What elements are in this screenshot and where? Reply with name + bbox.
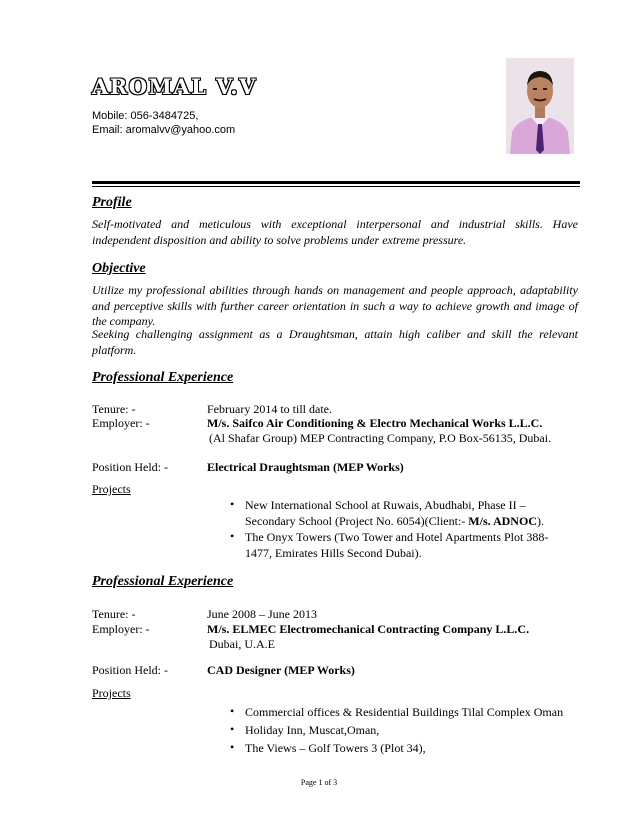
profile-heading: Profile [92,195,132,210]
project-line: ). [536,514,544,528]
project-line: 1477, Emirates Hills Second Dubai). [245,546,422,560]
profile-text: Self-motivated and meticulous with exceptional interpersonal and industrial skills. Have independent disposition and ability to solve problems under extreme pressure. [92,217,578,247]
page-number: Page 1 of 3 [300,778,338,787]
bullet: • [230,704,235,718]
bullet: • [230,497,235,511]
bullet: • [230,740,235,754]
mobile-number: Mobile: 056-3484725, [92,110,199,122]
profile-photo [506,58,574,154]
person-portrait-icon [506,58,574,154]
project-line: The Onyx Towers (Two Tower and Hotel Apartments Plot 388- [245,530,549,544]
list-item: Commercial offices & Residential Buildings Tilal Complex Oman [245,705,564,719]
project-line: Secondary School (Project No. 6054)(Client:- [245,514,469,528]
candidate-name: AROMAL V.V [92,74,257,99]
objective-text-2: Seeking challenging assignment as a Draughtsman, attain high caliber and skill the relevant platform. [92,327,578,357]
list-item: The Views – Golf Towers 3 (Plot 34), [245,741,426,755]
list-item [245,529,548,561]
objective-heading: Objective [92,261,146,276]
tenure-value-1: February 2014 to till date. [207,402,332,416]
client-name: M/s. ADNOC [468,514,537,528]
employer-value-1: M/s. Saifco Air Conditioning & Electro Mechanical Works L.L.C. [207,416,543,430]
projects-label-2: Projects [92,686,131,700]
list-item: Holiday Inn, Muscat,Oman, [245,723,380,737]
header-divider-thin [92,186,580,187]
employer-value-2: M/s. ELMEC Electromechanical Contracting Company L.L.C. [207,622,530,636]
list-item [245,497,544,529]
projects-label-1: Projects [92,482,131,496]
objective-text: Utilize my professional abilities through hands on management and people approach, adaptability and perceptive skills with further career orientation in such a way to achieve growth and image of the company. [92,283,578,328]
project-line: New International School at Ruwais, Abudhabi, Phase II – [245,498,526,512]
position-value-1: Electrical Draughtsman (MEP Works) [207,460,404,474]
employer-sub-1: (Al Shafar Group) MEP Contracting Company, P.O Box-56135, Dubai. [209,431,552,445]
employer-sub-2: Dubai, U.A.E [209,637,275,651]
employer-label-1: Employer: - [92,416,150,430]
tenure-label-2: Tenure: - [92,607,136,621]
header-divider [92,181,580,184]
email-address: Email: aromalvv@yahoo.com [92,124,236,136]
tenure-value-2: June 2008 – June 2013 [207,607,317,621]
position-label-2: Position Held: - [92,663,169,677]
experience-heading-2: Professional Experience [92,574,234,589]
employer-label-2: Employer: - [92,622,150,636]
bullet: • [230,722,235,736]
position-value-2: CAD Designer (MEP Works) [207,663,355,677]
experience-heading-1: Professional Experience [92,370,234,385]
bullet: • [230,529,235,543]
tenure-label-1: Tenure: - [92,402,136,416]
position-label-1: Position Held: - [92,460,169,474]
